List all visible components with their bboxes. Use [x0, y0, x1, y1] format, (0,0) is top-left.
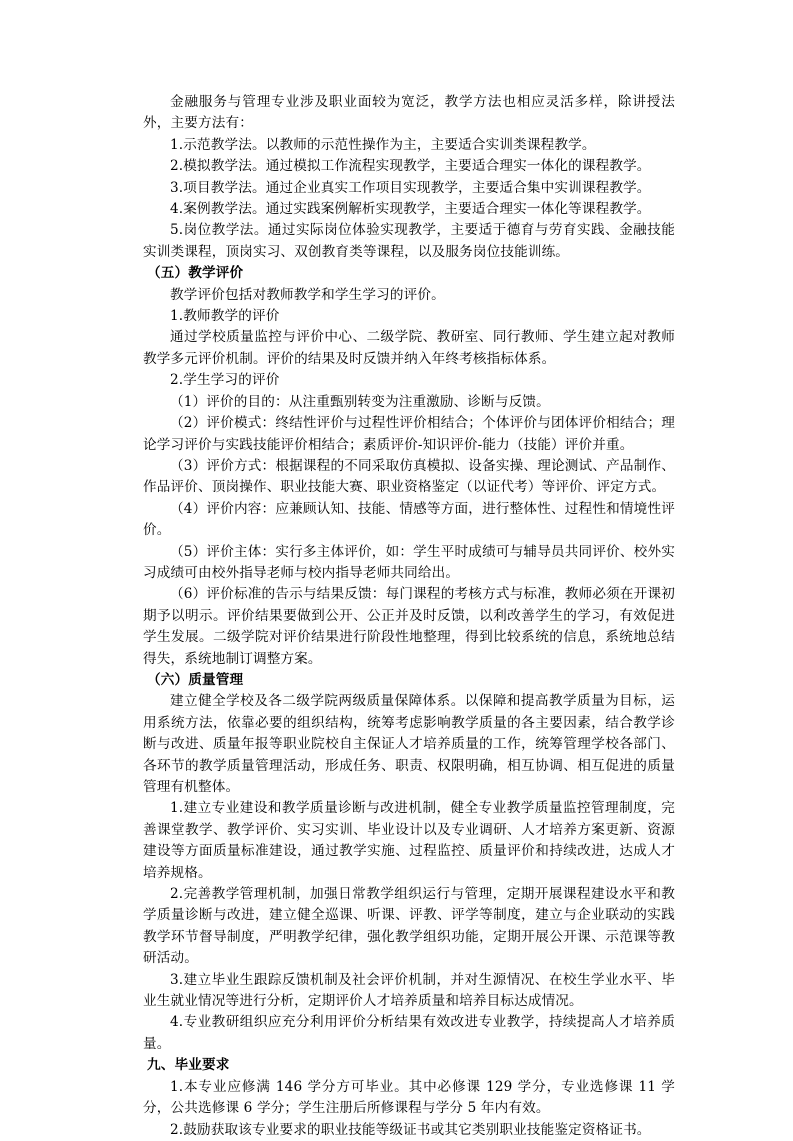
student-evaluation-item: （6）评价标准的告示与结果反馈：每门课程的考核方式与标准，教师必须在开课初期予以明示。评价结果要做到公开、公正并及时反馈，以利改善学生的学习，有效促进学生发展。二级学院对评价结果进行阶段性地整理，得到比较系统的信息，系统地总结得失，系统地制订调整方案。	[143, 586, 675, 667]
graduation-item: 1.本专业应修满 146 学分方可毕业。其中必修课 129 学分，专业选修课 11 学分，公共选修课 6 学分；学生注册后所修课程与学分 5 年内有效。	[143, 1078, 675, 1117]
student-evaluation-item: （3）评价方式：根据课程的不同采取仿真模拟、设备实操、理论测试、产品制作、作品评价、顶岗操作、职业技能大赛、职业资格鉴定（以证代考）等评价、评定方式。	[143, 457, 675, 496]
quality-item: 1.建立专业建设和教学质量诊断与改进机制，健全专业教学质量监控管理制度，完善课堂教学、教学评价、实习实训、毕业设计以及专业调研、人才培养方案更新、资源建设等方面质量标准建设，通过教学实施、过程监控、质量评价和持续改进，达成人才培养规格。	[143, 800, 675, 881]
teacher-evaluation-body: 通过学校质量监控与评价中心、二级学院、教研室、同行教师、学生建立起对教师教学多元评价机制。评价的结果及时反馈并纳入年终考核指标体系。	[143, 329, 675, 367]
method-item: 2.模拟教学法。通过模拟工作流程实现教学，主要适合理实一体化的课程教学。	[170, 158, 651, 175]
quality-item: 2.完善教学管理机制，加强日常教学组织运行与管理，定期开展课程建设水平和教学质量诊断与改进，建立健全巡课、听课、评教、评学等制度，建立与企业联动的实践教学环节督导制度，严明教学纪律，强化教学组织功能，定期开展公开课、示范课等教研活动。	[143, 886, 675, 967]
section-heading-quality: （六）质量管理	[147, 671, 244, 688]
quality-intro: 建立健全学校及各二级学院两级质量保障体系。以保障和提高教学质量为目标，运用系统方法，依靠必要的组织结构，统筹考虑影响教学质量的各主要因素，结合教学诊断与改进、质量年报等职业院校自主保证人才培养质量的工作，统筹管理学校各部门、各环节的教学质量管理活动，形成任务、职责、权限明确，相互协调、相互促进的质量管理有机整体。	[143, 693, 675, 795]
student-evaluation-item: （4）评价内容：应兼顾认知、技能、情感等方面，进行整体性、过程性和情境性评价。	[143, 500, 675, 539]
methods-intro: 金融服务与管理专业涉及职业面较为宽泛，教学方法也相应灵活多样，除讲授法外，主要方法有：	[143, 94, 675, 132]
quality-item: 3.建立毕业生跟踪反馈机制及社会评价机制，并对生源情况、在校生学业水平、毕业生就业情况等进行分析，定期评价人才培养质量和培养目标达成情况。	[143, 971, 675, 1010]
student-evaluation-item: （1）评价的目的：从注重甄别转变为注重激励、诊断与反馈。	[170, 393, 550, 410]
method-item: 3.项目教学法。通过企业真实工作项目实现教学，主要适合集中实训课程教学。	[170, 179, 651, 196]
method-item: 4.案例教学法。通过实践案例解析实现教学，主要适合理实一体化等课程教学。	[170, 201, 651, 218]
section-heading-evaluation: （五）教学评价	[147, 265, 244, 282]
method-item: 5.岗位教学法。通过实际岗位体验实现教学，主要适于德育与劳育实践、金融技能实训类课程，顶岗实习、双创教育类等课程，以及服务岗位技能训练。	[143, 222, 675, 260]
teacher-evaluation-title: 1.教师教学的评价	[170, 308, 280, 325]
document-page	[143, 92, 675, 1141]
quality-item: 4.专业教研组织应充分利用评价分析结果有效改进专业教学，持续提高人才培养质量。	[143, 1014, 675, 1052]
student-evaluation-title: 2.学生学习的评价	[170, 372, 280, 389]
student-evaluation-item: （5）评价主体：实行多主体评价，如：学生平时成绩可与辅导员共同评价、校外实习成绩可由校外指导老师与校内指导老师共同给出。	[143, 543, 675, 581]
graduation-item: 2.鼓励获取该专业要求的职业技能等级证书或其它类别职业技能鉴定资格证书。	[170, 1121, 651, 1138]
method-item: 1.示范教学法。以教师的示范性操作为主，主要适合实训类课程教学。	[170, 136, 596, 153]
evaluation-intro: 教学评价包括对教师教学和学生学习的评价。	[170, 286, 445, 303]
student-evaluation-item: （2）评价模式：终结性评价与过程性评价相结合；个体评价与团体评价相结合；理论学习评价与实践技能评价相结合；素质评价-知识评价-能力（技能）评价并重。	[143, 415, 675, 453]
section-heading-graduation: 九、毕业要求	[147, 1057, 230, 1074]
